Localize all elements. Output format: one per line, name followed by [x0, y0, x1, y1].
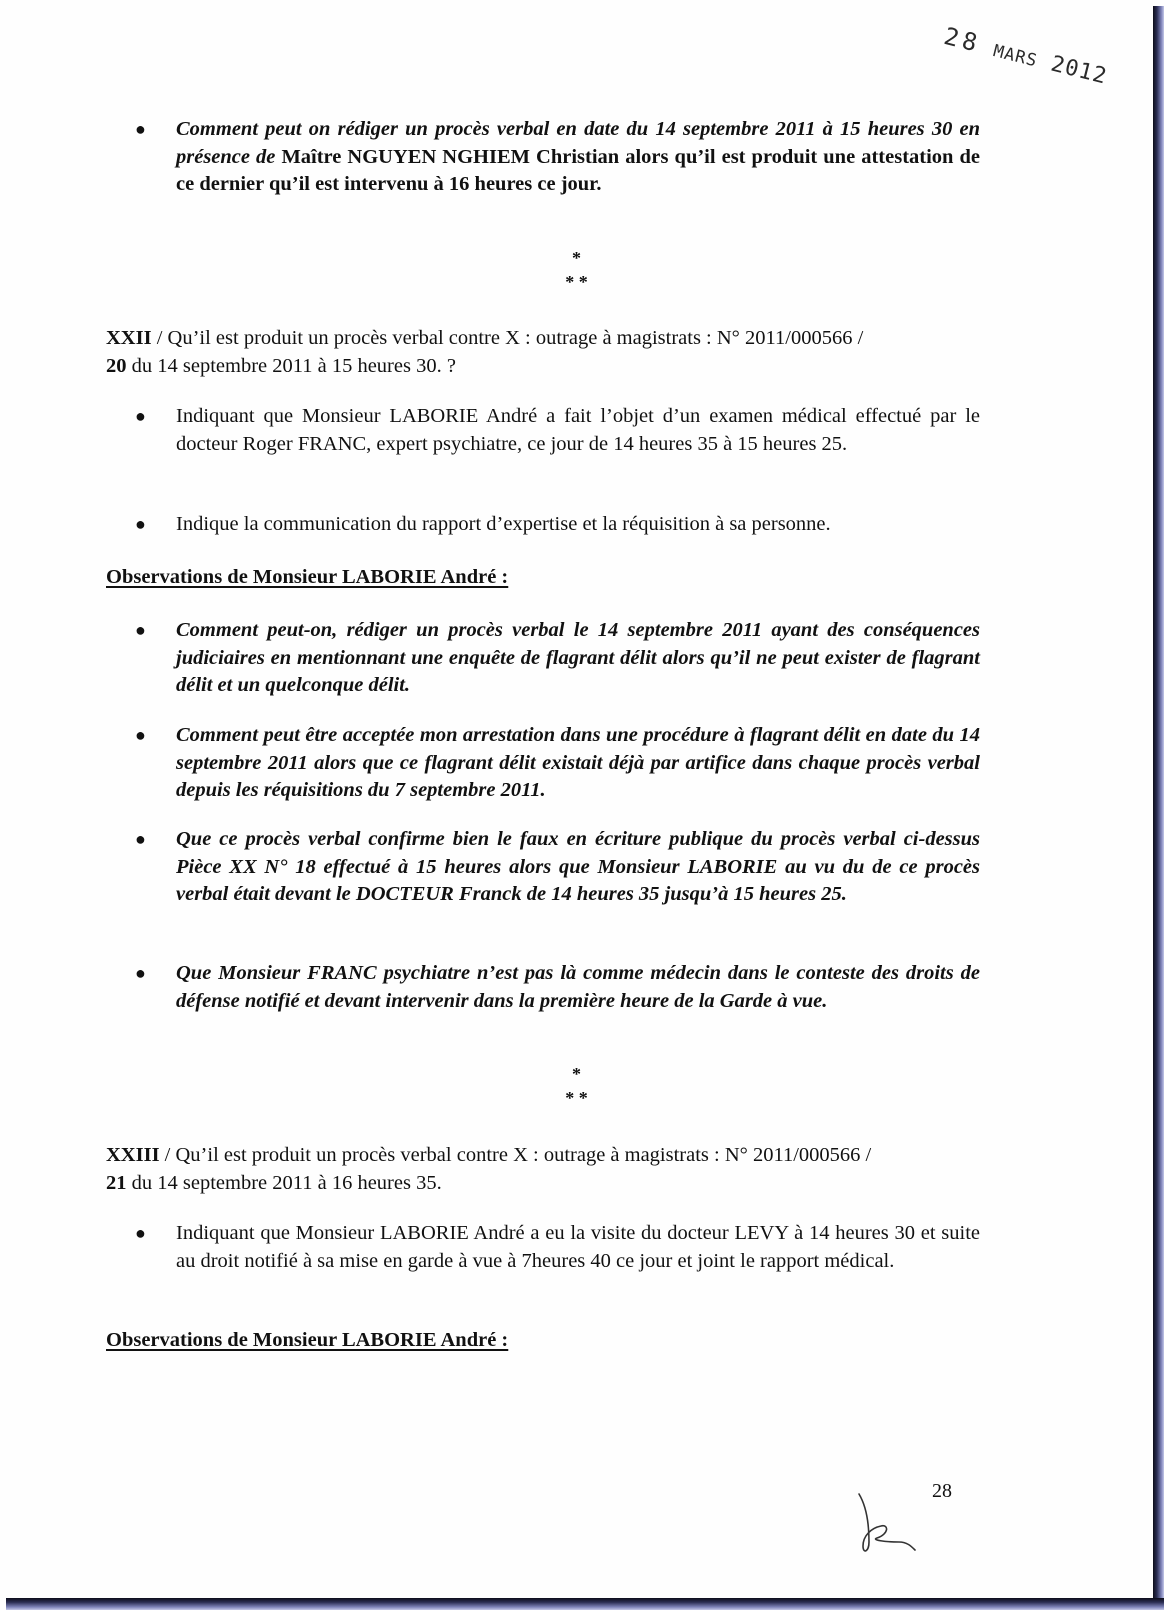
bullet-icon: ● — [135, 1223, 146, 1243]
list-item: ● Comment peut-on, rédiger un procès verbal le 14 septembre 2011 ayant des conséquences judiciaires en mentionnant une enquête de flagrant délit alors qu’il ne peut exister de flagrant délit et un quelconque délit. — [135, 619, 980, 696]
stamp-day: 28 — [941, 22, 984, 59]
list-item: ● Que Monsieur FRANC psychiatre n’est pas là comme médecin dans le conteste des droits de défense notifié et devant intervenir dans la première heure de la Garde à vue. — [135, 962, 980, 1012]
bullet-icon: ● — [135, 620, 146, 640]
list-item: ● Indiquant que Monsieur LABORIE André a fait l’objet d’un examen médical effectué par le docteur Roger FRANC, expert psychiatre, ce jour de 14 heures 35 à 15 heures 25. — [135, 405, 980, 455]
page-shadow-right — [1153, 6, 1164, 1610]
list-item-text: Comment peut on rédiger un procès verbal en date du 14 septembre 2011 à 15 heures 30 en présence de Maître NGUYEN NGHIEM Christian alors qu’il est produit une attestation de ce dernier qu’il est intervenu à 16 heures ce jour. — [176, 118, 980, 195]
section-separator: * * * — [565, 248, 588, 292]
section-separator: * * * — [565, 1064, 588, 1108]
observations-heading: Observations de Monsieur LABORIE André : — [106, 566, 509, 588]
page-number: 28 — [932, 1480, 952, 1502]
bullet-icon: ● — [135, 119, 146, 139]
bullet-icon: ● — [135, 829, 146, 849]
list-item: ● Indique la communication du rapport d’expertise et la réquisition à sa personne. — [138, 511, 980, 539]
bullet-icon: ● — [135, 406, 146, 426]
list-item — [135, 116, 980, 199]
observations-heading: Observations de Monsieur LABORIE André : — [106, 1329, 509, 1351]
bullet-icon: ● — [135, 963, 146, 983]
section-xxii-title: XXII / Qu’il est produit un procès verbal contre X : outrage à magistrats : N° 2011/000566 / 20 du 14 septembre 2011 à 15 heures 30. ? — [106, 327, 864, 377]
bullet-icon: ● — [135, 514, 146, 534]
stamp-year: 2012 — [1048, 51, 1110, 90]
signature-icon — [855, 1492, 925, 1562]
section-xxiii-title: XXIII / Qu’il est produit un procès verbal contre X : outrage à magistrats : N° 2011/000566 / 21 du 14 septembre 2011 à 16 heures 35. — [106, 1144, 872, 1194]
list-item: ● Que ce procès verbal confirme bien le faux en écriture publique du procès verbal ci-dessus Pièce XX N° 18 effectué à 15 heures alors que Monsieur LABORIE au vu du de ce procès verbal était devant le DOCTEUR Franck de 14 heures 35 jusqu’à 15 heures 25. — [135, 828, 980, 905]
list-item: ● Indiquant que Monsieur LABORIE André a eu la visite du docteur LEVY à 14 heures 30 et suite au droit notifié à sa mise en garde à vue à 7heures 40 ce jour et joint le rapport médical. — [135, 1222, 980, 1272]
page-shadow-bottom — [6, 1598, 1164, 1610]
date-stamp — [941, 22, 1110, 90]
stamp-month: MARS — [991, 41, 1040, 72]
list-item: ● Comment peut être acceptée mon arrestation dans une procédure à flagrant délit en date du 14 septembre 2011 alors que ce flagrant délit existait déjà par artifice dans chaque procès verbal depuis les réquisitions du 7 septembre 2011. — [135, 724, 980, 801]
bullet-icon: ● — [135, 725, 146, 745]
